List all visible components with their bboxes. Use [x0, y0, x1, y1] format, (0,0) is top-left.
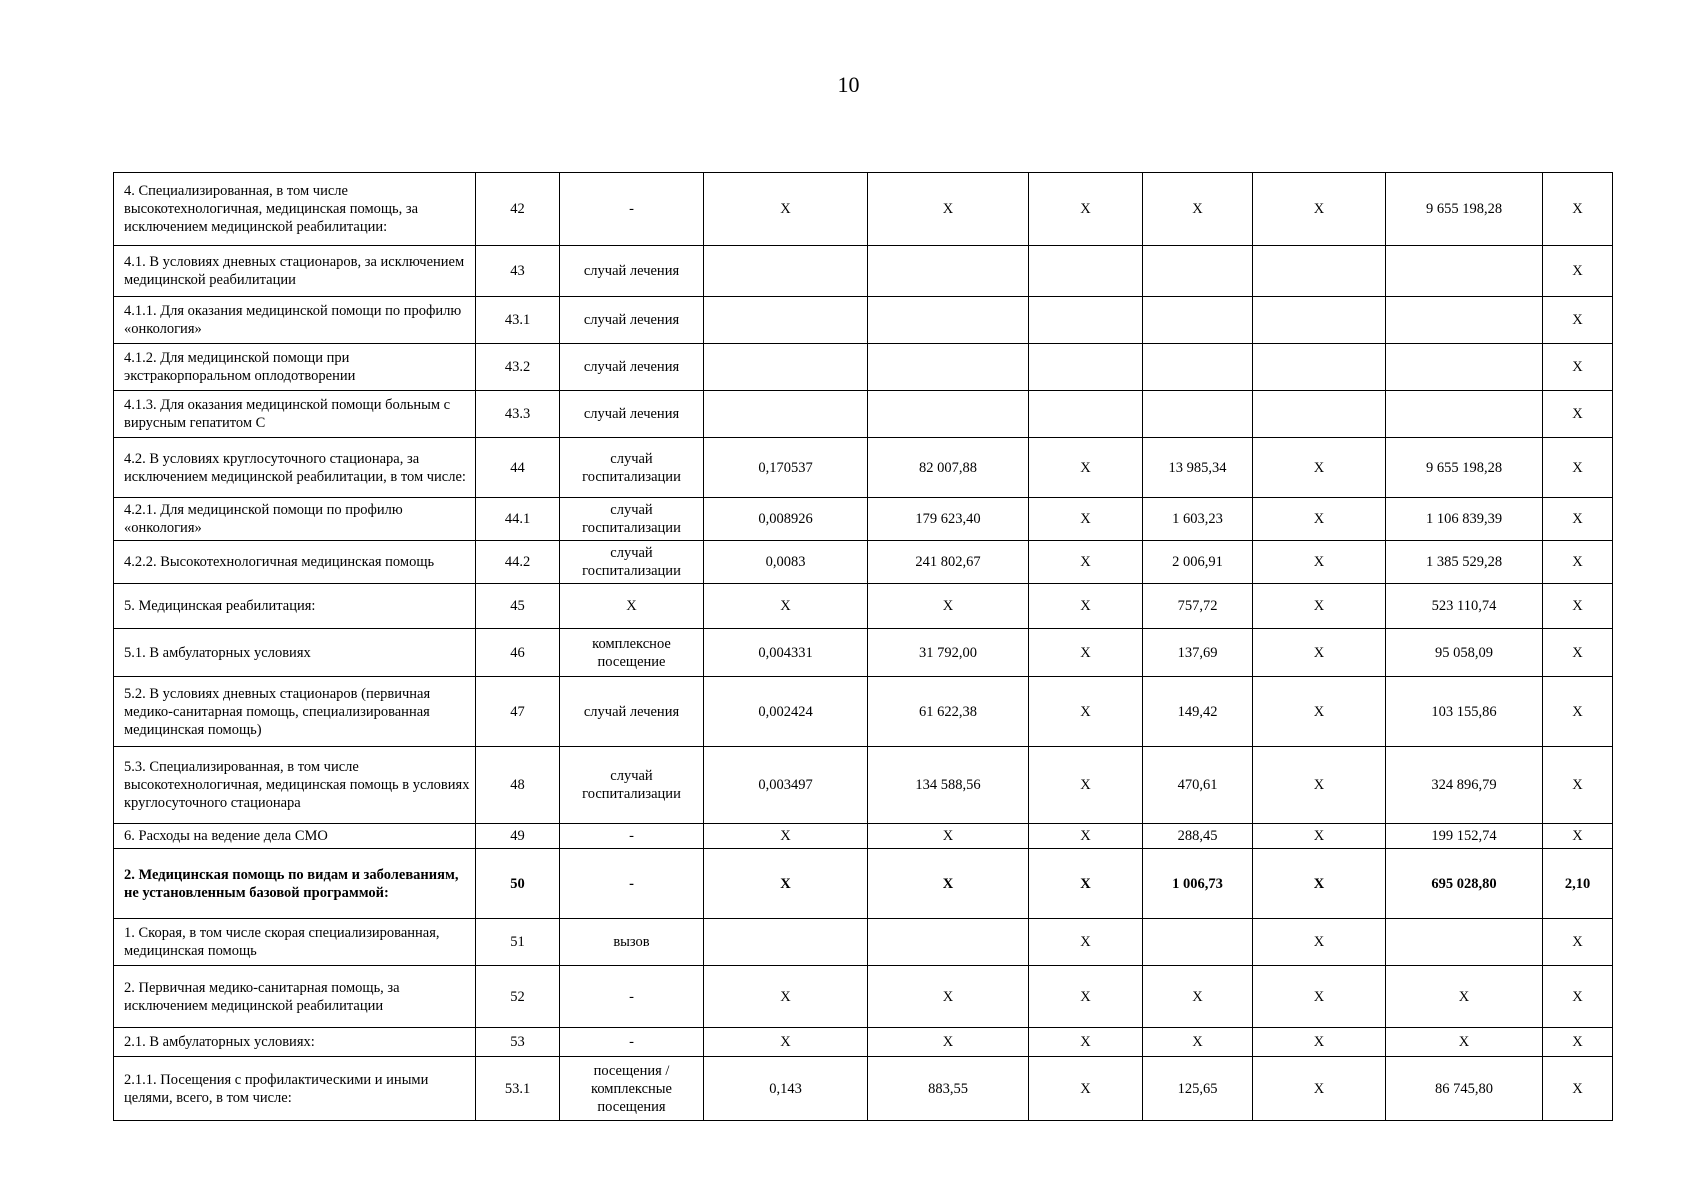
- row-name-cell: 6. Расходы на ведение дела СМО: [114, 824, 476, 849]
- row-name-cell: 4.1.3. Для оказания медицинской помощи больным с вирусным гепатитом С: [114, 391, 476, 438]
- value-cell: 757,72: [1143, 584, 1253, 629]
- unit-cell: случай лечения: [560, 344, 704, 391]
- value-cell: [704, 919, 868, 966]
- value-cell: X: [1543, 629, 1613, 677]
- value-cell: 2,10: [1543, 849, 1613, 919]
- value-cell: X: [1029, 498, 1143, 541]
- value-cell: [704, 246, 868, 297]
- unit-cell: случай госпитализации: [560, 438, 704, 498]
- row-name-cell: 4.1. В условиях дневных стационаров, за исключением медицинской реабилитации: [114, 246, 476, 297]
- value-cell: [1386, 391, 1543, 438]
- value-cell: 31 792,00: [868, 629, 1029, 677]
- table-row: [114, 498, 1613, 541]
- table-row: [114, 438, 1613, 498]
- value-cell: X: [704, 173, 868, 246]
- value-cell: [1253, 391, 1386, 438]
- value-cell: 241 802,67: [868, 541, 1029, 584]
- row-name-cell: 2. Медицинская помощь по видам и заболеваниям, не установленным базовой программой:: [114, 849, 476, 919]
- value-cell: [1029, 297, 1143, 344]
- row-code-cell: 53: [476, 1028, 560, 1057]
- unit-cell: случай лечения: [560, 246, 704, 297]
- row-name-cell: 5.2. В условиях дневных стационаров (первичная медико-санитарная помощь, специализированная медицинская помощь): [114, 677, 476, 747]
- value-cell: X: [1253, 677, 1386, 747]
- value-cell: 0,003497: [704, 747, 868, 824]
- value-cell: X: [704, 584, 868, 629]
- value-cell: 883,55: [868, 1057, 1029, 1121]
- table-row: [114, 747, 1613, 824]
- unit-cell: посещения / комплексные посещения: [560, 1057, 704, 1121]
- value-cell: X: [1543, 584, 1613, 629]
- row-code-cell: 45: [476, 584, 560, 629]
- value-cell: X: [1543, 391, 1613, 438]
- value-cell: X: [1543, 1057, 1613, 1121]
- table-row: [114, 173, 1613, 246]
- value-cell: 179 623,40: [868, 498, 1029, 541]
- value-cell: 134 588,56: [868, 747, 1029, 824]
- row-code-cell: 50: [476, 849, 560, 919]
- value-cell: X: [1253, 584, 1386, 629]
- value-cell: X: [704, 849, 868, 919]
- value-cell: X: [1543, 297, 1613, 344]
- value-cell: X: [1253, 498, 1386, 541]
- row-code-cell: 43.2: [476, 344, 560, 391]
- value-cell: X: [1029, 584, 1143, 629]
- value-cell: 9 655 198,28: [1386, 438, 1543, 498]
- row-name-cell: 1. Скорая, в том числе скорая специализированная, медицинская помощь: [114, 919, 476, 966]
- value-cell: X: [1543, 344, 1613, 391]
- value-cell: 0,008926: [704, 498, 868, 541]
- value-cell: [1029, 246, 1143, 297]
- row-code-cell: 46: [476, 629, 560, 677]
- unit-cell: случай госпитализации: [560, 747, 704, 824]
- value-cell: [868, 297, 1029, 344]
- table-row: [114, 919, 1613, 966]
- value-cell: [868, 344, 1029, 391]
- value-cell: 0,0083: [704, 541, 868, 584]
- value-cell: 324 896,79: [1386, 747, 1543, 824]
- value-cell: X: [1386, 1028, 1543, 1057]
- unit-cell: случай госпитализации: [560, 541, 704, 584]
- row-code-cell: 51: [476, 919, 560, 966]
- value-cell: X: [1253, 747, 1386, 824]
- table-row: [114, 584, 1613, 629]
- table-row: [114, 344, 1613, 391]
- unit-cell: -: [560, 1028, 704, 1057]
- value-cell: X: [868, 584, 1029, 629]
- value-cell: X: [1253, 173, 1386, 246]
- unit-cell: -: [560, 824, 704, 849]
- value-cell: 1 385 529,28: [1386, 541, 1543, 584]
- value-cell: X: [1543, 438, 1613, 498]
- value-cell: X: [1029, 1057, 1143, 1121]
- value-cell: [704, 344, 868, 391]
- value-cell: X: [1543, 824, 1613, 849]
- value-cell: [1386, 297, 1543, 344]
- value-cell: [1386, 246, 1543, 297]
- value-cell: 288,45: [1143, 824, 1253, 849]
- row-name-cell: 5. Медицинская реабилитация:: [114, 584, 476, 629]
- value-cell: X: [1253, 438, 1386, 498]
- value-cell: 82 007,88: [868, 438, 1029, 498]
- row-code-cell: 44.1: [476, 498, 560, 541]
- value-cell: X: [868, 966, 1029, 1028]
- row-code-cell: 47: [476, 677, 560, 747]
- row-name-cell: 5.1. В амбулаторных условиях: [114, 629, 476, 677]
- value-cell: 61 622,38: [868, 677, 1029, 747]
- value-cell: X: [1029, 919, 1143, 966]
- value-cell: [1143, 919, 1253, 966]
- value-cell: X: [1029, 677, 1143, 747]
- value-cell: [1386, 919, 1543, 966]
- table-row: [114, 391, 1613, 438]
- value-cell: 695 028,80: [1386, 849, 1543, 919]
- table-row: [114, 1057, 1613, 1121]
- row-code-cell: 43.3: [476, 391, 560, 438]
- row-code-cell: 44.2: [476, 541, 560, 584]
- row-code-cell: 42: [476, 173, 560, 246]
- value-cell: X: [1253, 919, 1386, 966]
- table-row: [114, 1028, 1613, 1057]
- table-row: [114, 297, 1613, 344]
- value-cell: X: [1029, 629, 1143, 677]
- value-cell: [704, 391, 868, 438]
- unit-cell: -: [560, 849, 704, 919]
- value-cell: X: [1543, 919, 1613, 966]
- value-cell: [868, 919, 1029, 966]
- row-name-cell: 2.1.1. Посещения с профилактическими и иными целями, всего, в том числе:: [114, 1057, 476, 1121]
- table-row: [114, 629, 1613, 677]
- value-cell: 9 655 198,28: [1386, 173, 1543, 246]
- value-cell: X: [1543, 1028, 1613, 1057]
- row-name-cell: 4.2.1. Для медицинской помощи по профилю «онкология»: [114, 498, 476, 541]
- value-cell: X: [1253, 1028, 1386, 1057]
- row-name-cell: 4.2.2. Высокотехнологичная медицинская помощь: [114, 541, 476, 584]
- row-code-cell: 52: [476, 966, 560, 1028]
- value-cell: X: [1143, 966, 1253, 1028]
- value-cell: X: [1543, 966, 1613, 1028]
- value-cell: 1 603,23: [1143, 498, 1253, 541]
- value-cell: [868, 391, 1029, 438]
- value-cell: X: [1143, 173, 1253, 246]
- unit-cell: комплексное посещение: [560, 629, 704, 677]
- value-cell: 1 106 839,39: [1386, 498, 1543, 541]
- row-name-cell: 2.1. В амбулаторных условиях:: [114, 1028, 476, 1057]
- row-code-cell: 53.1: [476, 1057, 560, 1121]
- value-cell: X: [704, 1028, 868, 1057]
- value-cell: X: [1029, 824, 1143, 849]
- value-cell: X: [868, 824, 1029, 849]
- value-cell: X: [1029, 747, 1143, 824]
- value-cell: X: [1029, 1028, 1143, 1057]
- row-code-cell: 43.1: [476, 297, 560, 344]
- value-cell: [1029, 344, 1143, 391]
- value-cell: X: [1543, 173, 1613, 246]
- value-cell: [1253, 344, 1386, 391]
- value-cell: 13 985,34: [1143, 438, 1253, 498]
- row-code-cell: 44: [476, 438, 560, 498]
- unit-cell: случай лечения: [560, 677, 704, 747]
- value-cell: X: [1253, 629, 1386, 677]
- value-cell: [1386, 344, 1543, 391]
- value-cell: [868, 246, 1029, 297]
- value-cell: X: [1029, 849, 1143, 919]
- value-cell: 103 155,86: [1386, 677, 1543, 747]
- value-cell: X: [1543, 677, 1613, 747]
- value-cell: 0,143: [704, 1057, 868, 1121]
- value-cell: X: [1543, 747, 1613, 824]
- value-cell: X: [1253, 541, 1386, 584]
- value-cell: X: [1543, 541, 1613, 584]
- value-cell: X: [868, 1028, 1029, 1057]
- value-cell: 470,61: [1143, 747, 1253, 824]
- value-cell: 523 110,74: [1386, 584, 1543, 629]
- value-cell: [1253, 246, 1386, 297]
- value-cell: X: [1253, 966, 1386, 1028]
- value-cell: 86 745,80: [1386, 1057, 1543, 1121]
- value-cell: X: [1253, 824, 1386, 849]
- row-name-cell: 5.3. Специализированная, в том числе высокотехнологичная, медицинская помощь в условиях круглосуточного стационара: [114, 747, 476, 824]
- unit-cell: X: [560, 584, 704, 629]
- value-cell: [1143, 297, 1253, 344]
- value-cell: [1143, 246, 1253, 297]
- value-cell: [704, 297, 868, 344]
- value-cell: 125,65: [1143, 1057, 1253, 1121]
- unit-cell: -: [560, 966, 704, 1028]
- value-cell: X: [1029, 966, 1143, 1028]
- value-cell: X: [1386, 966, 1543, 1028]
- row-name-cell: 4.2. В условиях круглосуточного стационара, за исключением медицинской реабилитации, в том числе:: [114, 438, 476, 498]
- value-cell: 0,002424: [704, 677, 868, 747]
- data-table: [113, 172, 1613, 1121]
- value-cell: 1 006,73: [1143, 849, 1253, 919]
- unit-cell: случай лечения: [560, 391, 704, 438]
- unit-cell: случай лечения: [560, 297, 704, 344]
- value-cell: X: [1029, 541, 1143, 584]
- value-cell: 137,69: [1143, 629, 1253, 677]
- row-name-cell: 4.1.2. Для медицинской помощи при экстракорпоральном оплодотворении: [114, 344, 476, 391]
- value-cell: [1029, 391, 1143, 438]
- value-cell: 149,42: [1143, 677, 1253, 747]
- value-cell: X: [1543, 246, 1613, 297]
- value-cell: 95 058,09: [1386, 629, 1543, 677]
- value-cell: X: [1543, 498, 1613, 541]
- unit-cell: случай госпитализации: [560, 498, 704, 541]
- table-row: [114, 966, 1613, 1028]
- value-cell: X: [1253, 1057, 1386, 1121]
- table-row: [114, 677, 1613, 747]
- value-cell: X: [1029, 173, 1143, 246]
- row-code-cell: 48: [476, 747, 560, 824]
- row-code-cell: 49: [476, 824, 560, 849]
- row-name-cell: 2. Первичная медико-санитарная помощь, за исключением медицинской реабилитации: [114, 966, 476, 1028]
- unit-cell: -: [560, 173, 704, 246]
- table-row: [114, 824, 1613, 849]
- value-cell: X: [868, 849, 1029, 919]
- value-cell: 0,004331: [704, 629, 868, 677]
- row-name-cell: 4. Специализированная, в том числе высокотехнологичная, медицинская помощь, за исключением медицинской реабилитации:: [114, 173, 476, 246]
- table-row: [114, 541, 1613, 584]
- value-cell: [1253, 297, 1386, 344]
- value-cell: [1143, 391, 1253, 438]
- value-cell: X: [1143, 1028, 1253, 1057]
- value-cell: X: [1029, 438, 1143, 498]
- value-cell: 2 006,91: [1143, 541, 1253, 584]
- value-cell: X: [868, 173, 1029, 246]
- row-code-cell: 43: [476, 246, 560, 297]
- row-name-cell: 4.1.1. Для оказания медицинской помощи по профилю «онкология»: [114, 297, 476, 344]
- unit-cell: вызов: [560, 919, 704, 966]
- table-row: [114, 246, 1613, 297]
- value-cell: X: [704, 824, 868, 849]
- value-cell: X: [1253, 849, 1386, 919]
- value-cell: [1143, 344, 1253, 391]
- value-cell: 0,170537: [704, 438, 868, 498]
- table-row: [114, 849, 1613, 919]
- value-cell: 199 152,74: [1386, 824, 1543, 849]
- page-number: 10: [837, 72, 860, 97]
- value-cell: X: [704, 966, 868, 1028]
